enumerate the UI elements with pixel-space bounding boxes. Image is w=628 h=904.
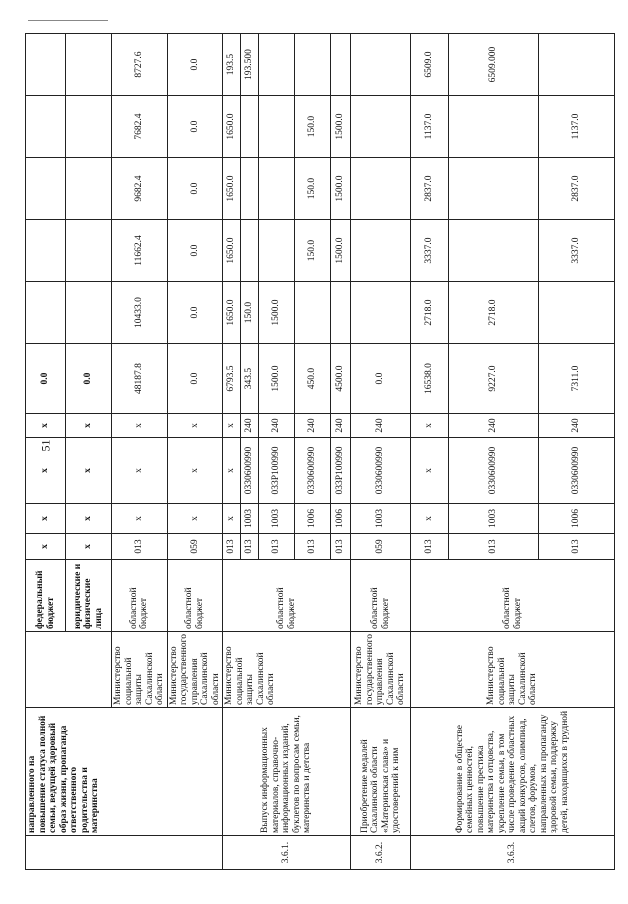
year-cell: 1650.0 [223,282,241,344]
total-cell: 0.0 [26,344,66,414]
year-cell [259,158,295,220]
code-cell: x [411,414,449,438]
year-cell: 0.0 [167,220,223,282]
year-cell: 1650.0 [223,96,241,158]
code-cell: 1006 [539,504,615,534]
total-cell: 343.5 [241,344,259,414]
code-cell: 1003 [351,504,411,534]
total-cell: 9227.0 [449,344,539,414]
item-number-cell: 3.6.1. [223,836,351,870]
source-cell: областной бюджет [112,560,168,632]
year-cell: 10433.0 [112,282,168,344]
code-cell: x [66,504,112,534]
year-cell [259,96,295,158]
item-number-cell: 3.6.2. [351,836,411,870]
code-cell: 1003 [449,504,539,534]
year-cell: 1500.0 [331,96,351,158]
code-cell: 013 [449,534,539,560]
source-cell: областной бюджет [411,560,615,632]
year-cell: 1500.0 [331,158,351,220]
year-cell [539,282,615,344]
year-cell [295,282,331,344]
code-cell: 013 [259,534,295,560]
budget-table [25,33,615,870]
code-cell: x [167,414,223,438]
code-cell: x [26,438,66,504]
year-cell: 9682.4 [112,158,168,220]
year-cell: 0.0 [167,96,223,158]
code-cell: 0330600990 [449,438,539,504]
code-cell: 240 [331,414,351,438]
year-cell [539,34,615,96]
code-cell: 1006 [295,504,331,534]
code-cell: 0330600990 [351,438,411,504]
year-cell [295,34,331,96]
code-cell: x [112,438,168,504]
total-cell: 0.0 [167,344,223,414]
code-cell: 240 [449,414,539,438]
year-cell: 0.0 [167,282,223,344]
year-cell [449,220,539,282]
code-cell: 013 [331,534,351,560]
year-cell [241,96,259,158]
source-cell: областной бюджет [167,560,223,632]
year-cell [26,34,66,96]
year-cell [449,158,539,220]
item-number-cell [26,836,223,870]
code-cell: 059 [167,534,223,560]
year-cell: 2718.0 [449,282,539,344]
executor-cell: Министерство государственного управления Сахалинской области [351,632,411,708]
code-cell: 059 [351,534,411,560]
total-cell: 450.0 [295,344,331,414]
year-cell: 150.0 [295,158,331,220]
code-cell: 013 [112,534,168,560]
table-row [26,34,66,870]
code-cell: 240 [259,414,295,438]
total-cell: 48187.8 [112,344,168,414]
year-cell [331,34,351,96]
executor-cell [26,632,112,708]
code-cell: x [167,504,223,534]
source-cell: областной бюджет [351,560,411,632]
executor-cell: Министерство социальной защиты Сахалинской области [223,632,351,708]
total-cell: 0.0 [66,344,112,414]
table-row [411,34,449,870]
year-cell: 11662.4 [112,220,168,282]
year-cell: 1650.0 [223,158,241,220]
code-cell: 013 [411,534,449,560]
code-cell: 240 [295,414,331,438]
year-cell [259,220,295,282]
table-row [351,34,411,870]
year-cell: 150.0 [241,282,259,344]
description-cell: Формирование в обществе семейных ценностей, повышение престижа материнства и отцовства, укрепление семьи, в том числе проведение областных акций конкурсов, олимпиад, слетов, форумов, направленных на пропаганду здоровой семьи, поддержку детей, находящихся в трудной [411,708,615,836]
code-cell: x [112,504,168,534]
total-cell: 7311.0 [539,344,615,414]
year-cell [331,282,351,344]
code-cell: x [223,438,241,504]
year-cell: 1137.0 [411,96,449,158]
year-cell: 7682.4 [112,96,168,158]
code-cell: 013 [223,534,241,560]
code-cell: x [66,438,112,504]
total-cell: 4500.0 [331,344,351,414]
item-number-cell: 3.6.3. [411,836,615,870]
year-cell: 193.5 [223,34,241,96]
year-cell: 6509.0 [411,34,449,96]
year-cell: 150.0 [295,220,331,282]
year-cell: 6509.000 [449,34,539,96]
code-cell: x [411,438,449,504]
description-cell: Приобретение медалей Сахалинской области «Материнская слава» и удостоверений к ним [351,708,411,836]
year-cell [241,158,259,220]
year-cell [26,158,66,220]
code-cell: 240 [241,414,259,438]
code-cell: 013 [241,534,259,560]
year-cell [259,34,295,96]
code-cell: x [112,414,168,438]
year-cell: 193.500 [241,34,259,96]
code-cell: x [26,504,66,534]
code-cell: 240 [539,414,615,438]
executor-cell: Министерство социальной защиты Сахалинской области [411,632,615,708]
code-cell: 033P100990 [259,438,295,504]
year-cell: 3337.0 [539,220,615,282]
code-cell: 1003 [241,504,259,534]
rotated-table-wrapper [25,34,603,870]
code-cell: x [26,414,66,438]
code-cell: x [66,414,112,438]
code-cell: 1003 [259,504,295,534]
year-cell: 1137.0 [539,96,615,158]
total-cell: 0.0 [351,344,411,414]
code-cell: x [223,414,241,438]
description-cell: Выпуск информационных материалов, справочно-информационных изданий, буклетов по вопросам семьи, материнства и детства [223,708,351,836]
executor-cell: Министерство социальной защиты Сахалинской области [112,632,168,708]
top-rule [28,20,108,21]
year-cell: 1500.0 [259,282,295,344]
year-cell: 8727.6 [112,34,168,96]
code-cell: 0330600990 [539,438,615,504]
code-cell: 033P100990 [331,438,351,504]
year-cell: 150.0 [295,96,331,158]
total-cell: 6793.5 [223,344,241,414]
year-cell: 2718.0 [411,282,449,344]
year-cell [449,96,539,158]
code-cell: 0330600990 [295,438,331,504]
code-cell: x [223,504,241,534]
table-row [223,34,241,870]
code-cell: x [411,504,449,534]
code-cell: 013 [539,534,615,560]
year-cell: 3337.0 [411,220,449,282]
year-cell: 1650.0 [223,220,241,282]
year-cell [26,282,66,344]
year-cell [26,96,66,158]
year-cell: 1500.0 [331,220,351,282]
year-cell [26,220,66,282]
page-number: 51 [38,439,53,452]
code-cell: x [26,534,66,560]
code-cell: 240 [351,414,411,438]
code-cell: 1006 [331,504,351,534]
code-cell: x [66,534,112,560]
source-cell: юридические и физические лица [66,560,112,632]
year-cell: 0.0 [167,158,223,220]
code-cell: x [167,438,223,504]
year-cell: 2837.0 [411,158,449,220]
code-cell: 013 [295,534,331,560]
year-cell: 2837.0 [539,158,615,220]
total-cell: 1500.0 [259,344,295,414]
source-cell: федеральный бюджет [26,560,66,632]
total-cell: 16538.0 [411,344,449,414]
source-cell: областной бюджет [223,560,351,632]
year-cell: 0.0 [167,34,223,96]
executor-cell: Министерство государственного управления Сахалинской области [167,632,223,708]
code-cell: 0330600990 [241,438,259,504]
year-cell [241,220,259,282]
description-cell: направленного на повышение статуса полной семьи, ведущей здоровый образ жизни, пропаганда ответственного родительства и материнства [26,708,223,836]
